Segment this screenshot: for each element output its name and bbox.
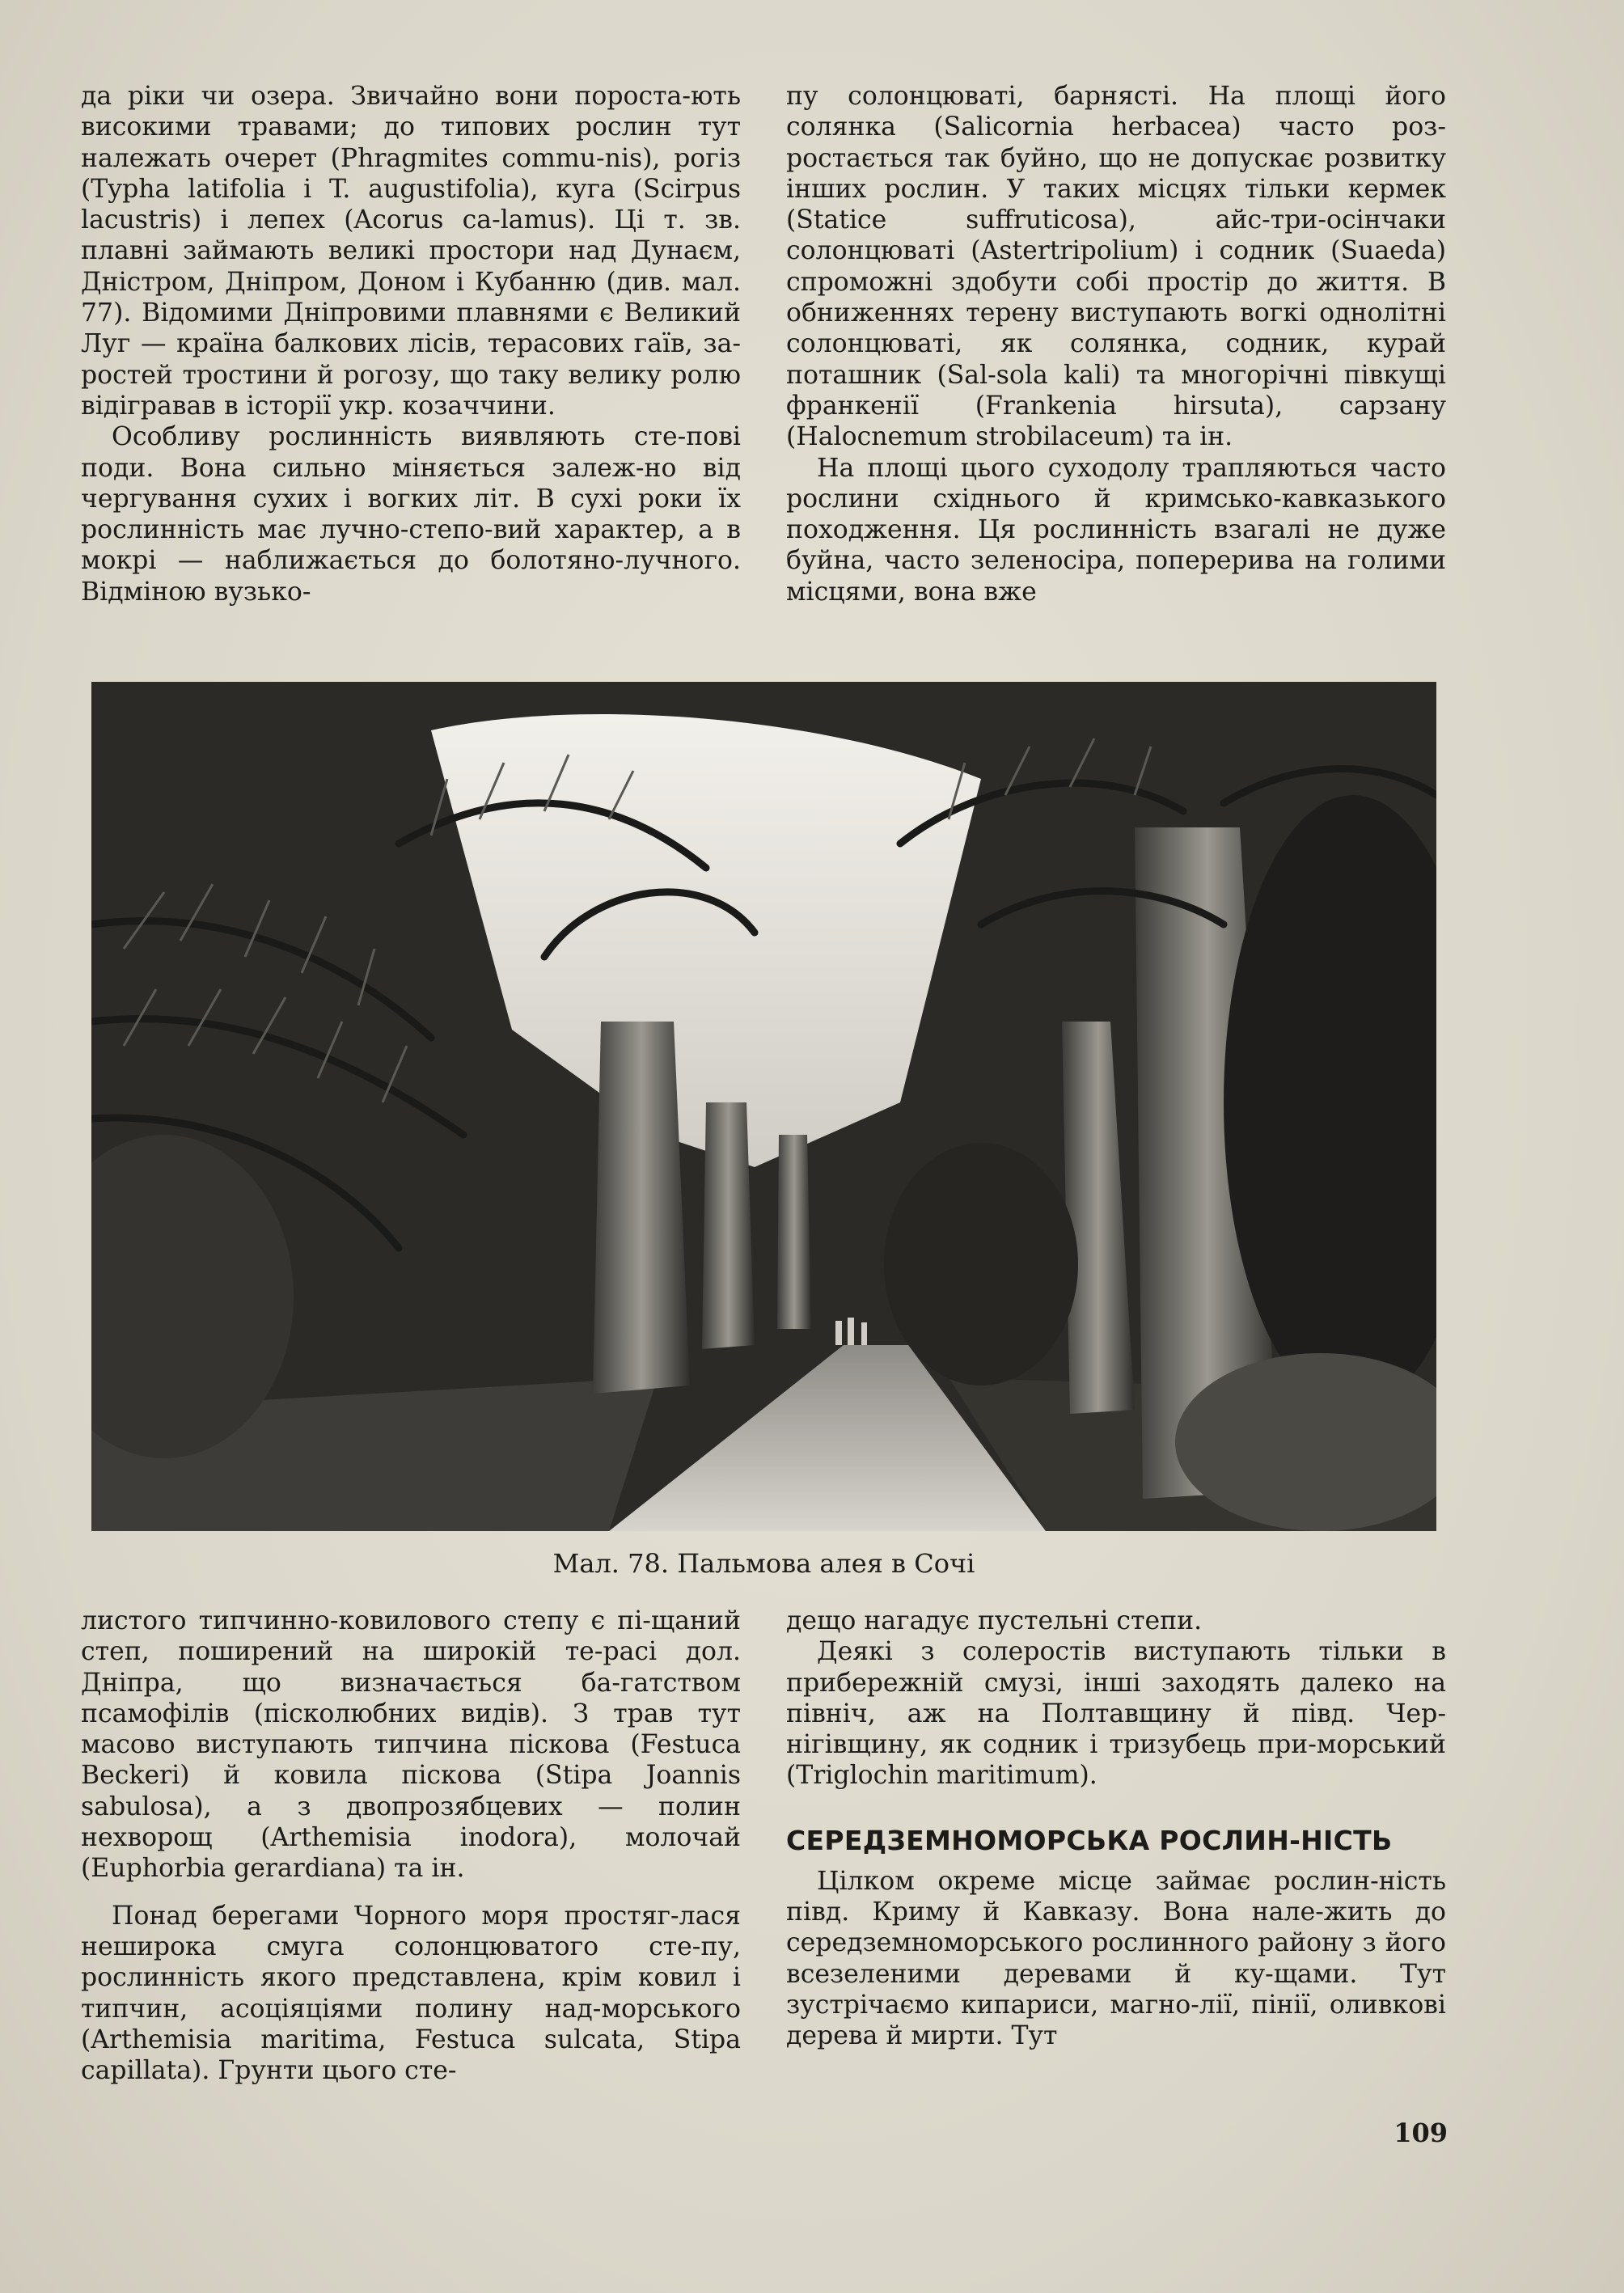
figure-caption: Мал. 78. Пальмова алея в Сочі (552, 1548, 975, 1579)
paragraph: Особливу рослинність виявляють сте-пові поди. Вона сильно міняється залеж-но від чергування сухих і вогких літ. В сухі роки їх рослинність має лучно-степо-вий характер, а в мокрі — наближається до болотяно-лучного. Відміною вузько- (81, 422, 741, 607)
paragraph: Понад берегами Чорного моря простяг-лася неширока смуга солонцюватого сте-пу, рослинність якого представлена, крім ковил і типчин, асоціяціями полину над-морського (Arthemisia maritima, Festuca sulcata, Stipa capillata). Грунти цього сте- (81, 1901, 741, 2086)
text-column-top-left (81, 81, 741, 651)
paragraph: Цілком окреме місце займає рослин-ність півд. Криму й Кавказу. Вона нале-жить до середземноморського рослинного району з його всезеленими деревами й ку-щами. Тут зустрічаємо кипариси, магно-лії, пінії, оливкові дерева й мирти. Тут (786, 1866, 1446, 2051)
page-number: 109 (1394, 2117, 1448, 2148)
text-column-top-right (786, 81, 1446, 651)
text-column-bottom-left (81, 1606, 741, 2099)
paragraph: Деякі з солеростів виступають тільки в прибережній смузі, інші заходять далеко на північ, аж на Полтавщину й півд. Чер-нігівщину, як содник і тризубець при-морський (Triglochin maritimum). (786, 1637, 1446, 1791)
paragraph: дещо нагадує пустельні степи. (786, 1606, 1203, 1635)
text-column-bottom-right (786, 1606, 1446, 2156)
paragraph: На площі цього суходолу трапляються часто рослини східнього й кримсько-кавказького походження. Ця рослинність взагалі не дуже буйна, часто зеленосіра, поперерива на голими місцями, вона вже (786, 453, 1446, 607)
palm-alley-photo (91, 682, 1436, 1531)
section-heading: СЕРЕДЗЕМНОМОРСЬКА РОСЛИН-НІСТЬ (786, 1824, 1393, 1856)
photo-illustration (91, 682, 1436, 1531)
paragraph: пу солонцюваті, барнясті. На площі його солянка (Salicornia herbacea) часто роз-ростається так буйно, що не допускає розвитку інших рослин. У таких місцях тільки кермек (Statice suffruticosa), айс-три-осінчаки солонцюваті (Astertripolium) і содник (Suaeda) спроможні здобути собі простір до життя. В обниженнях терену виступають вогкі однолітні солонцюваті, як солянка, содник, курай поташник (Sal-sola kali) та многорічні півкущі франкенії (Frankenia hirsuta), сарзану (Halocnemum strobilaceum) та ін. (786, 82, 1446, 452)
paragraph: листого типчинно-ковилового степу є пі-щаний степ, поширений на широкій те-расі дол. Дніпра, що визначається ба-гатством псамофілів (пісколюбних видів). З трав тут масово виступають типчина піскова (Festuca Beckeri) й ковила піскова (Stipa Joannis sabulosa), а з двопрозябцевих — полин нехворощ (Arthemisia inodora), молочай (Euphorbia gerardiana) та ін. (81, 1606, 741, 1884)
paragraph: да ріки чи озера. Звичайно вони пороста-ють високими травами; до типових рослин тут належать очерет (Phragmites commu-nis), рогіз (Typha latifolia і T. augustifolia), куга (Scirpus lacustris) і лепех (Acorus ca-lamus). Ці т. зв. плавні займають великі простори над Дунаєм, Дністром, Дніпром, Доном і Кубанню (див. мал. 77). Відомими Дніпровими плавнями є Великий Луг — країна балкових лісів, терасових гаїв, за-ростей тростини й рогозу, що таку велику ролю відігравав в історії укр. козаччини. (81, 82, 741, 421)
